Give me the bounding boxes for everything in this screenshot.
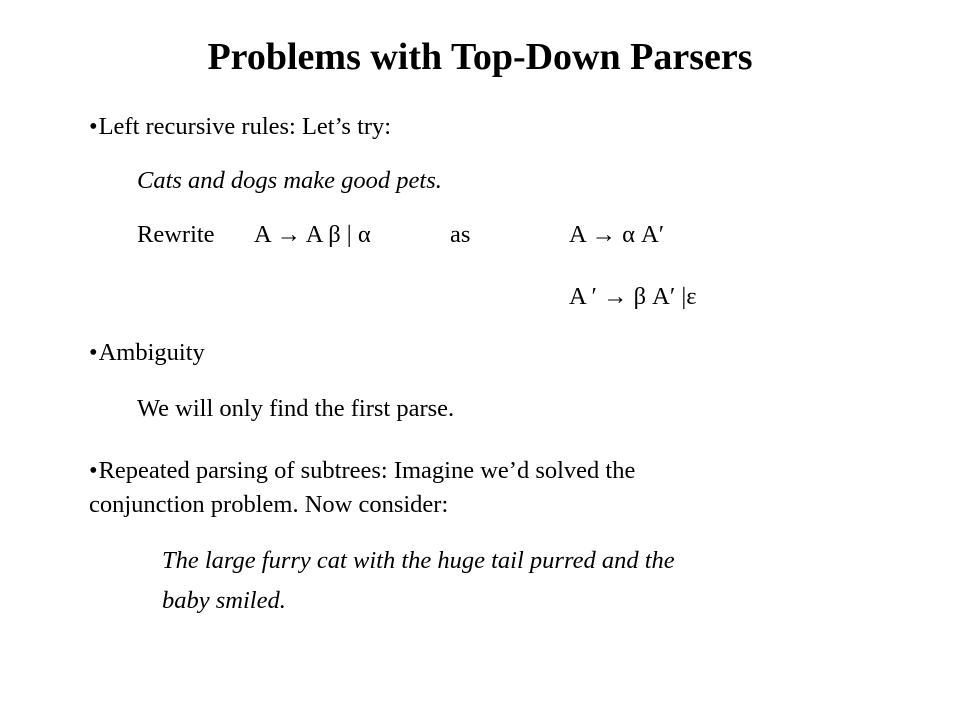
example-sentence-cats: Cats and dogs make good pets. bbox=[137, 167, 442, 194]
bullet-icon: • bbox=[89, 457, 98, 484]
bullet-repeated-parsing-line2: conjunction problem. Now consider: bbox=[89, 491, 449, 518]
bullet-ambiguity bbox=[89, 338, 205, 368]
as-label: as bbox=[450, 221, 471, 248]
bullet-icon: • bbox=[89, 339, 98, 366]
slide-title: Problems with Top-Down Parsers bbox=[207, 36, 753, 78]
bullet-repeated-parsing bbox=[89, 456, 635, 486]
bullet-text: Repeated parsing of subtrees: Imagine we’d solved the bbox=[98, 457, 636, 484]
example-sentence-cat-line2: baby smiled. bbox=[162, 587, 286, 614]
rule-after-1: A → α A′ bbox=[569, 221, 665, 248]
ambiguity-note: We will only find the first parse. bbox=[137, 395, 455, 422]
example-sentence-cat-line1: The large furry cat with the huge tail purred and the bbox=[162, 547, 675, 574]
bullet-icon: • bbox=[89, 113, 98, 140]
bullet-text: Ambiguity bbox=[98, 339, 205, 366]
bullet-text: Left recursive rules: Let’s try: bbox=[98, 113, 392, 140]
bullet-left-recursive bbox=[89, 112, 391, 142]
rewrite-label: Rewrite bbox=[137, 221, 215, 248]
rule-after-2: A ′ → β A′ |ε bbox=[569, 283, 697, 310]
rewrite-rule-row bbox=[137, 220, 837, 250]
rule-before: A → A β | α bbox=[254, 221, 371, 248]
